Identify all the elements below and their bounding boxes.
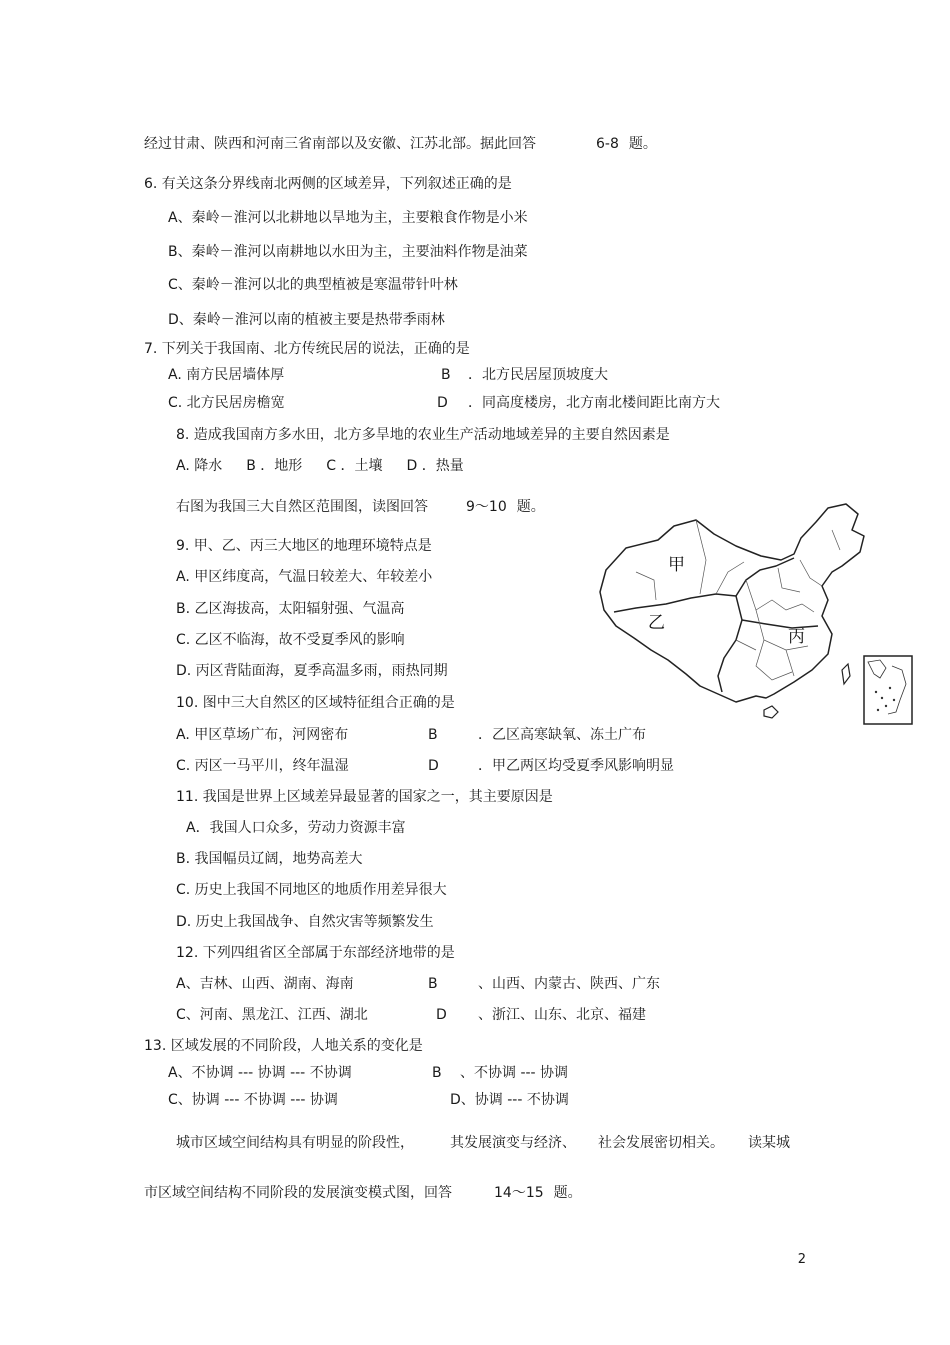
q6-option-d: D、秦岭－淮河以南的植被主要是热带季雨林 [168, 312, 445, 328]
q12-option-a: A、吉林、山西、湖南、海南 [176, 976, 354, 992]
q7-option-c: C. 北方民居房檐宽 [168, 395, 285, 411]
intro-text: 经过甘肃、陕西和河南三省南部以及安徽、江苏北部。据此回答 [144, 136, 536, 152]
q11-option-b: B. 我国幅员辽阔，地势高差大 [176, 851, 363, 867]
hainan-island [764, 706, 778, 718]
q6-stem: 6. 有关这条分界线南北两侧的区域差异，下列叙述正确的是 [144, 176, 512, 192]
region-label-yi: 乙 [648, 613, 665, 633]
q10-option-d: ．甲乙两区均受夏季风影响明显 [478, 758, 674, 774]
q7-stem: 7. 下列关于我国南、北方传统民居的说法，正确的是 [144, 341, 470, 357]
closing-paragraph-line-1 [176, 1134, 790, 1152]
q8-option-a: A. 降水 [176, 458, 223, 474]
page-number: 2 [797, 1252, 806, 1267]
q13-option-b-letter: B [432, 1065, 442, 1081]
closing-p2-text: 市区域空间结构不同阶段的发展演变模式图，回答 [144, 1185, 452, 1201]
q9-option-b: B. 乙区海拔高，太阳辐射强、气温高 [176, 601, 405, 617]
q8-stem: 8. 造成我国南方多水田，北方多旱地的农业生产活动地域差异的主要自然因素是 [176, 427, 670, 443]
q12-option-b-letter: B [428, 976, 438, 992]
q12-option-d-letter: D [436, 1007, 447, 1023]
q7-option-b: ．北方民居屋顶坡度大 [468, 367, 608, 383]
q7-option-a: A. 南方民居墙体厚 [168, 367, 285, 383]
q9-option-d: D. 丙区背陆面海，夏季高温多雨，雨热同期 [176, 663, 448, 679]
map-intro-text: 右图为我国三大自然区范围图，读图回答 [176, 499, 428, 515]
closing-p2-range: 14～15 [494, 1185, 544, 1201]
map-intro-range: 9～10 [466, 499, 507, 515]
q9-stem: 9. 甲、乙、丙三大地区的地理环境特点是 [176, 538, 432, 554]
q8-option-b: B ．地形 [246, 458, 303, 474]
taiwan-island [842, 664, 850, 684]
closing-p1-part3: 社会发展密切相关。 [598, 1135, 724, 1151]
closing-p1-part1: 城市区域空间结构具有明显的阶段性， [176, 1135, 414, 1151]
q10-option-a: A. 甲区草场广布，河网密布 [176, 727, 349, 743]
q9-option-c: C. 乙区不临海，故不受夏季风的影响 [176, 632, 405, 648]
intro-suffix: 题。 [628, 136, 657, 152]
map-intro-line [176, 498, 545, 516]
closing-p1-part2: 其发展演变与经济、 [450, 1135, 576, 1151]
q12-option-b: 、山西、内蒙古、陕西、广东 [478, 976, 660, 992]
q12-stem: 12. 下列四组省区全部属于东部经济地带的是 [176, 945, 455, 961]
q9-option-a: A. 甲区纬度高，气温日较差大、年较差小 [176, 569, 433, 585]
q10-stem: 10. 图中三大自然区的区域特征组合正确的是 [176, 695, 455, 711]
intro-range: 6-8 [596, 136, 619, 152]
q10-option-b-letter: B [428, 727, 438, 743]
q7-option-b-letter: B [441, 367, 451, 383]
q11-option-d: D. 历史上我国战争、自然灾害等频繁发生 [176, 914, 434, 930]
q12-option-d: 、浙江、山东、北京、福建 [478, 1007, 646, 1023]
q10-option-b: ．乙区高寒缺氧、冻土广布 [478, 727, 646, 743]
q6-option-b: B、秦岭－淮河以南耕地以水田为主，主要油料作物是油菜 [168, 244, 528, 260]
china-outline [600, 504, 864, 702]
q11-option-a: A．我国人口众多，劳动力资源丰富 [186, 820, 406, 836]
intro-line [144, 135, 657, 153]
q8-option-d: D ．热量 [406, 458, 464, 474]
region-label-bing: 丙 [788, 627, 805, 647]
q13-stem: 13. 区域发展的不同阶段，人地关系的变化是 [144, 1038, 423, 1054]
q13-option-a: A、不协调 --- 协调 --- 不协调 [168, 1065, 352, 1081]
q7-option-d-letter: D [437, 395, 448, 411]
q8-option-c: C ．土壤 [326, 458, 383, 474]
q13-option-d: D、协调 --- 不协调 [450, 1092, 569, 1108]
closing-p1-part4: 读某城 [748, 1135, 790, 1151]
map-intro-suffix: 题。 [516, 499, 545, 515]
china-natural-regions-map [596, 500, 916, 730]
q8-options [176, 457, 464, 475]
q12-option-c: C、河南、黑龙江、江西、湖北 [176, 1007, 368, 1023]
q13-option-c: C、协调 --- 不协调 --- 协调 [168, 1092, 338, 1108]
q10-option-d-letter: D [428, 758, 439, 774]
q11-stem: 11. 我国是世界上区域差异最显著的国家之一，其主要原因是 [176, 789, 553, 805]
q10-option-c: C. 丙区一马平川，终年温湿 [176, 758, 349, 774]
q13-option-b: 、不协调 --- 协调 [460, 1065, 569, 1081]
closing-p2-suffix: 题。 [553, 1185, 582, 1201]
q7-option-d: ．同高度楼房，北方南北楼间距比南方大 [468, 395, 720, 411]
region-label-jia: 甲 [668, 555, 685, 575]
q6-option-c: C、秦岭－淮河以北的典型植被是寒温带针叶林 [168, 277, 458, 293]
closing-paragraph-line-2 [144, 1184, 582, 1202]
q6-option-a: A、秦岭－淮河以北耕地以旱地为主，主要粮食作物是小米 [168, 210, 528, 226]
q11-option-c: C. 历史上我国不同地区的地质作用差异很大 [176, 882, 447, 898]
